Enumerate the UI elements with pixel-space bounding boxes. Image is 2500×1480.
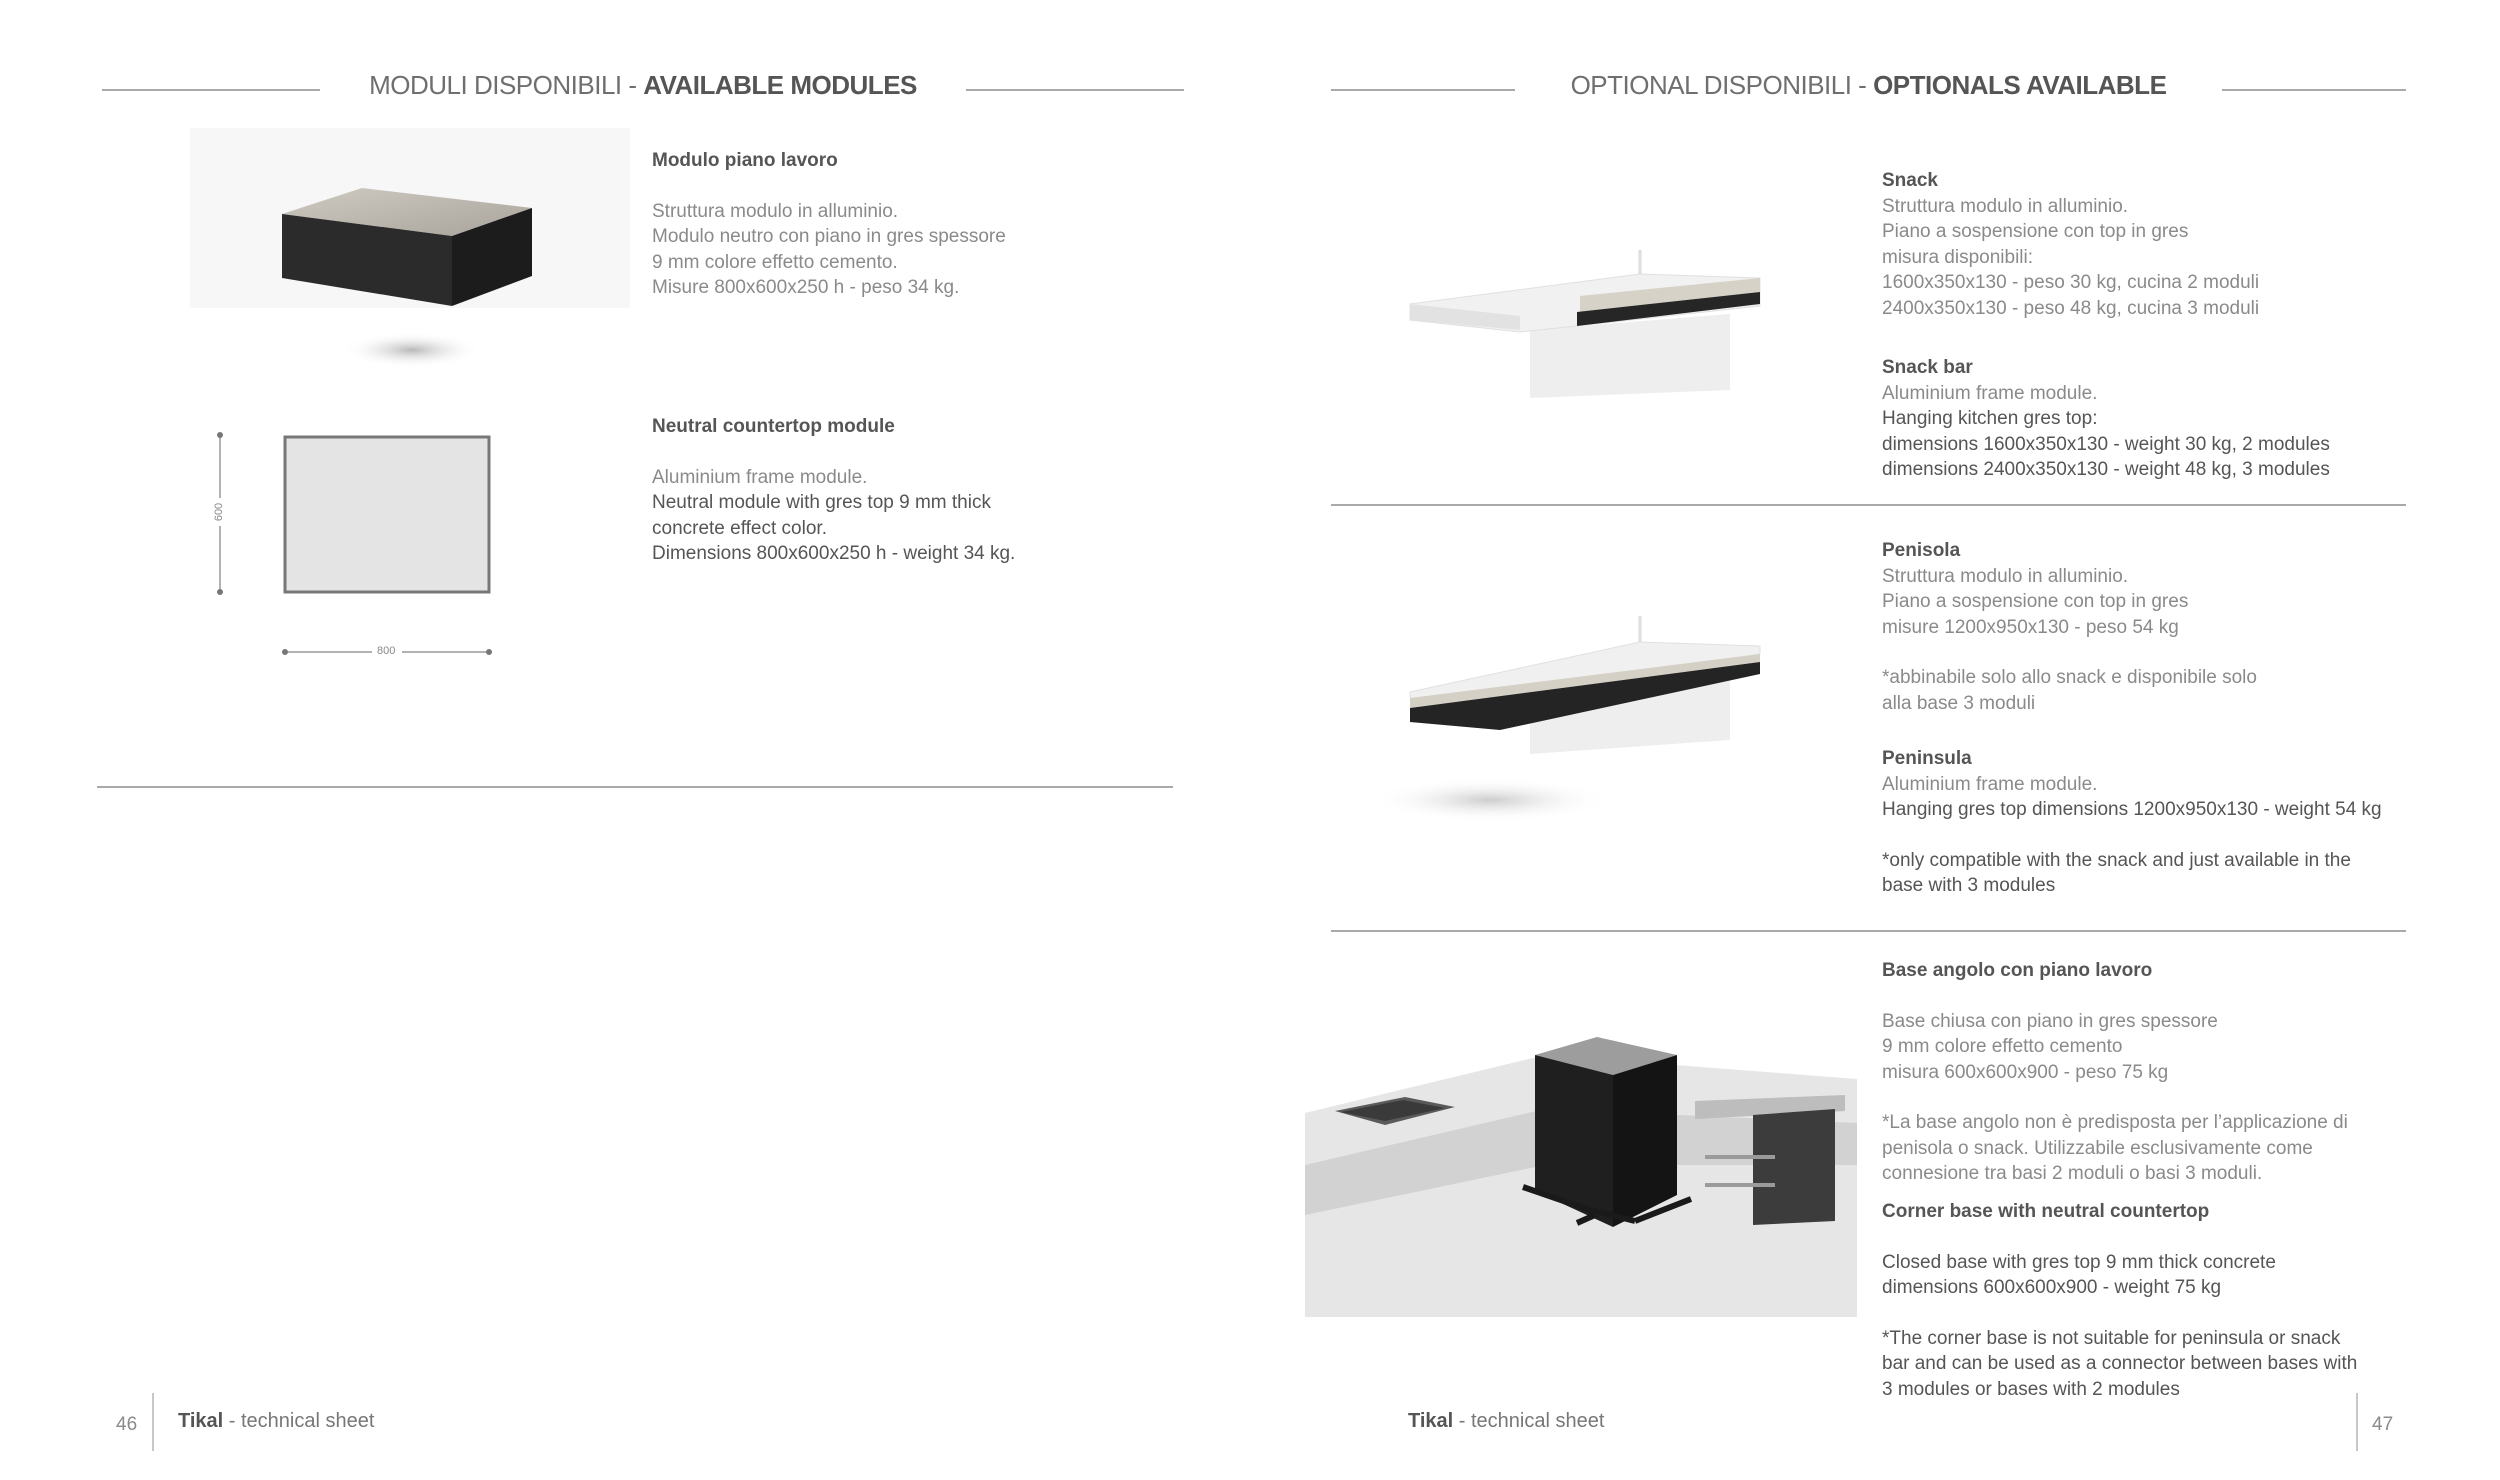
corner-base-description-it: Base angolo con piano lavoro Base chiusa con piano in gres spessore 9 mm colore effetto cemento misura 600x600x900 - peso 75 kg *La base angolo non è predisposta per l’applicazione di penisola o snack. Utilizzabile esclusivamente come connesione tra basi 2 moduli o basi 3 moduli. (1882, 960, 2348, 1184)
right-title-rule-left (1331, 89, 1515, 91)
peninsula-description-it: Penisola Struttura modulo in alluminio. Piano a sospensione con top in gres misure 1200x950x130 - peso 54 kg *abbinabile solo allo snack e disponibile solo alla base 3 moduli (1882, 540, 2257, 714)
left-section-divider (97, 786, 1173, 788)
left-page-number: 46 (116, 1414, 138, 1435)
snack-description-en: Snack bar Aluminium frame module. Hanging kitchen gres top: dimensions 1600x350x130 - weight 30 kg, 2 modules dimensions 2400x350x130 - weight 48 kg, 3 modules (1882, 357, 2330, 480)
left-footer-separator (152, 1393, 154, 1451)
left-title-rule-right (966, 89, 1184, 91)
module-description-en: Neutral countertop module Aluminium frame module. Neutral module with gres top 9 mm thick concrete effect color. Dimensions 800x600x250 h - weight 34 kg. (652, 416, 1016, 564)
countertop-module-image (190, 128, 630, 408)
snack-bar-image (1340, 230, 1780, 450)
peninsula-description-en: Peninsula Aluminium frame module. Hanging gres top dimensions 1200x950x130 - weight 54 kg *only compatible with the snack and just available in the base with 3 modules (1882, 748, 2382, 896)
dimension-height-label: 600 (213, 502, 226, 522)
module-description-it: Modulo piano lavoro Struttura modulo in alluminio. Modulo neutro con piano in gres spessore 9 mm colore effetto cemento. Misure 800x600x250 h - peso 34 kg. (652, 150, 1006, 298)
corner-base-description-en: Corner base with neutral countertop Closed base with gres top 9 mm thick concrete dimensions 600x600x900 - weight 75 kg *The corner base is not suitable for peninsula or snack bar and can be used as a connector between bases with 3 modules or bases with 2 modules (1882, 1201, 2358, 1400)
dimension-width-label: 800 (377, 645, 396, 657)
peninsula-section-divider (1331, 930, 2406, 932)
snack-description-it: Snack Struttura modulo in alluminio. Piano a sospensione con top in gres misura disponibili: 1600x350x130 - peso 30 kg, cucina 2 moduli 2400x350x130 - peso 48 kg, cucina 3 moduli (1882, 170, 2260, 319)
right-footer-label: Tikal - technical sheet (1408, 1410, 1605, 1432)
right-page-number: 47 (2372, 1414, 2394, 1435)
right-section-title: OPTIONAL DISPONIBILI - OPTIONALS AVAILABLE (1570, 70, 2167, 100)
corner-base-image (1305, 1015, 1857, 1317)
right-title-rule-right (2222, 89, 2406, 91)
peninsula-image (1340, 600, 1780, 840)
left-footer-label: Tikal - technical sheet (178, 1410, 375, 1432)
right-footer-separator (2356, 1393, 2358, 1451)
module-technical-drawing (200, 420, 520, 670)
left-section-title: MODULI DISPONIBILI - AVAILABLE MODULES (369, 70, 917, 100)
left-title-rule-left (102, 89, 320, 91)
snack-section-divider (1331, 504, 2406, 506)
